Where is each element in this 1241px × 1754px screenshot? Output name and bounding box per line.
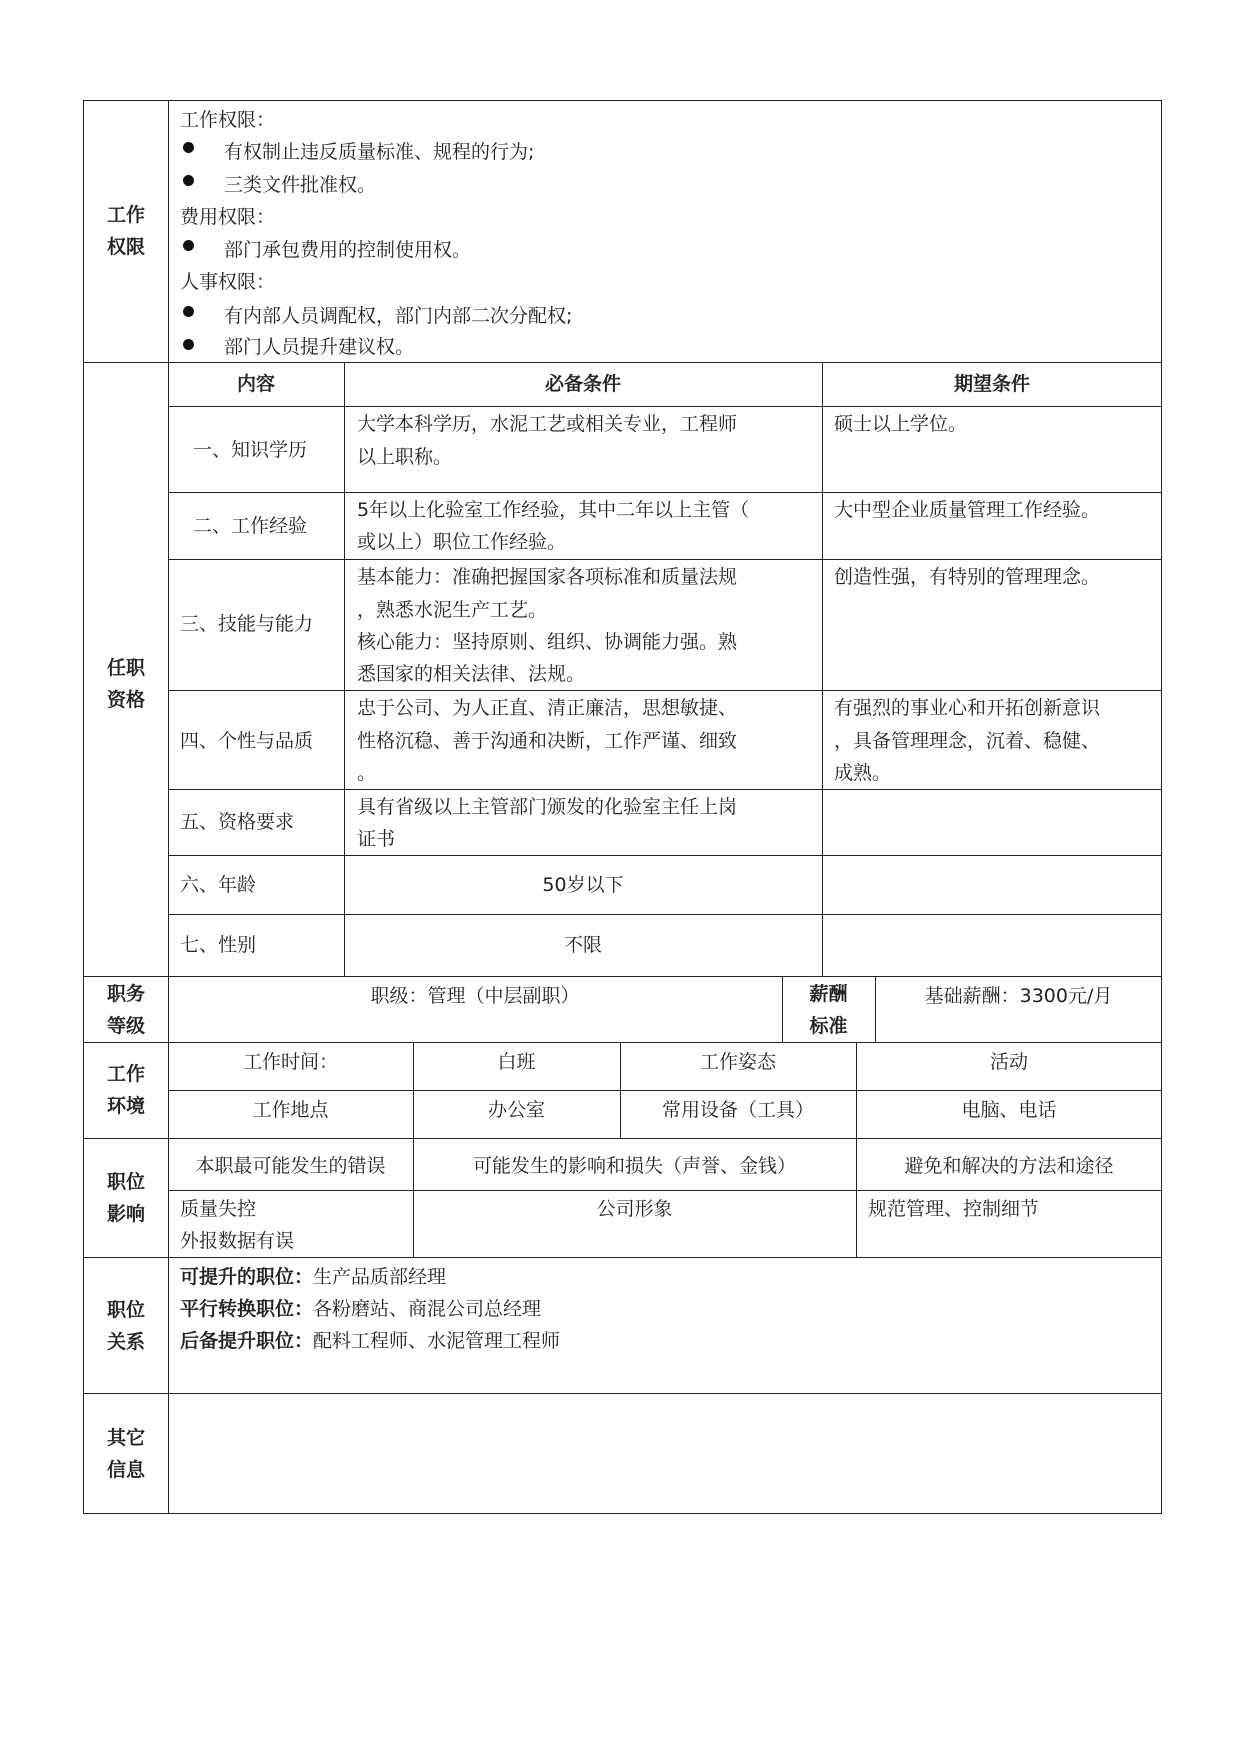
qual-expected-text: 硕士以上学位。 [834,413,968,435]
qual-row-line [168,559,1162,560]
hr-authority-item: 部门人员提升建议权。 [224,336,415,358]
work-authority-item: 三类文件批准权。 [224,174,377,196]
qualification-label: 任职 资格 [106,657,145,711]
qual-required-text: 50岁以下 [542,874,624,896]
work-authority-item: 有权制止违反质量标准、规程的行为; [224,141,535,163]
qual-row-line [168,789,1162,790]
hr-authority-heading: 人事权限： [180,271,276,293]
qual-required-text: 忠于公司、为人正直、清正廉洁，思想敏捷、 [357,697,738,719]
rule-qualification-bottom [83,976,1162,977]
rule-rank-bottom [83,1042,1162,1043]
impact-row-line [168,1190,1162,1191]
rank-label: 职务 等级 [106,983,145,1037]
impact-header-errors: 本职最可能发生的错误 [195,1155,386,1177]
promote-value: 生产品质部经理 [313,1266,447,1288]
qual-expected-text: ，具备管理理念，沉着、稳健、 [834,730,1101,752]
salary-label: 薪酬 标准 [809,983,848,1037]
environment-label: 工作 环境 [106,1063,145,1117]
bullet-icon [183,175,194,186]
authority-label: 工作 权限 [106,204,145,258]
hr-authority-item: 有内部人员调配权，部门内部二次分配权; [224,305,573,327]
header-content: 内容 [236,373,275,395]
qual-required-text: 基本能力：准确把握国家各项标准和质量法规 [357,566,738,588]
qual-required-text: 5年以上化验室工作经验，其中二年以上主管（ [357,499,750,521]
qual-item-label: 五、资格要求 [180,811,295,833]
qual-required-text: 以上职称。 [357,446,453,468]
qual-item-label: 七、性别 [180,934,257,956]
qual-required-text: 证书 [357,828,396,850]
bullet-icon [183,142,194,153]
impact-header-losses: 可能发生的影响和损失（声誉、金钱） [472,1155,796,1177]
impact-error-item: 外报数据有误 [180,1230,295,1252]
qual-row-line [168,406,1162,407]
qual-row-line [168,914,1162,915]
rule-relation-bottom [83,1393,1162,1394]
qual-required-text: 悉国家的相关法律、法规。 [357,663,586,685]
bullet-icon [183,240,194,251]
impact-label: 职位 影响 [106,1171,145,1225]
qual-expected-text: 创造性强，有特别的管理理念。 [834,566,1101,588]
header-required: 必备条件 [544,373,621,395]
qual-expected-text: 成熟。 [834,762,892,784]
parallel-label: 平行转换职位： [180,1298,314,1320]
work-time-value: 白班 [497,1051,536,1073]
backup-row [180,1325,560,1357]
promote-row [180,1261,446,1293]
equipment-label: 常用设备（工具） [661,1099,814,1121]
rank-value: 职级：管理（中层副职） [370,985,580,1007]
salary-value: 基础薪酬：3300元/月 [924,985,1113,1007]
promote-label: 可提升的职位： [180,1266,314,1288]
qual-required-text: 不限 [563,934,602,956]
qual-item-label: 六、年龄 [180,874,257,896]
work-time-label: 工作时间： [242,1051,338,1073]
qual-item-label: 一、知识学历 [193,439,308,461]
qual-required-text: 或以上）职位工作经验。 [357,531,567,553]
bullet-icon [183,306,194,317]
header-expected: 期望条件 [953,373,1030,395]
qual-row-line [168,492,1162,493]
qual-required-text: 性格沉稳、善于沟通和决断，工作严谨、细致 [357,730,738,752]
qual-required-text: 具有省级以上主管部门颁发的化验室主任上岗 [357,796,738,818]
qual-item-label: 四、个性与品质 [180,730,314,752]
qual-row-line [168,855,1162,856]
env-row-line [168,1090,1162,1091]
impact-solution-text: 规范管理、控制细节 [868,1198,1040,1220]
parallel-value: 各粉磨站、商混公司总经理 [313,1298,542,1320]
work-authority-heading: 工作权限： [180,109,276,131]
qual-expected-text: 有强烈的事业心和开拓创新意识 [834,697,1101,719]
cost-authority-item: 部门承包费用的控制使用权。 [224,239,472,261]
relation-label: 职位 关系 [106,1299,145,1353]
qual-row-line [168,690,1162,691]
impact-header-solutions: 避免和解决的方法和途径 [904,1155,1114,1177]
backup-label: 后备提升职位： [180,1330,314,1352]
equipment-value: 电脑、电话 [961,1099,1057,1121]
impact-loss-text: 公司形象 [596,1198,673,1220]
backup-value: 配料工程师、水泥管理工程师 [313,1330,561,1352]
qual-required-text: 核心能力：坚持原则、组织、协调能力强。熟 [357,631,738,653]
impact-error-item: 质量失控 [180,1198,257,1220]
work-posture-label: 工作姿态 [699,1051,776,1073]
work-place-value: 办公室 [487,1099,545,1121]
qual-expected-text: 大中型企业质量管理工作经验。 [834,499,1101,521]
qual-required-text: 大学本科学历，水泥工艺或相关专业，工程师 [357,413,738,435]
qual-col-divider-2 [822,362,823,976]
work-place-label: 工作地点 [252,1099,329,1121]
qual-required-text: 。 [357,762,377,784]
parallel-row [180,1293,541,1325]
rule-impact-bottom [83,1257,1162,1258]
qual-item-label: 二、工作经验 [193,515,308,537]
rule-environment-bottom [83,1138,1162,1139]
work-posture-value: 活动 [989,1051,1028,1073]
qual-item-label: 三、技能与能力 [180,613,314,635]
qual-required-text: ，熟悉水泥生产工艺。 [357,599,548,621]
other-label: 其它 信息 [106,1427,145,1481]
cost-authority-heading: 费用权限： [180,206,276,228]
bullet-icon [183,339,194,350]
